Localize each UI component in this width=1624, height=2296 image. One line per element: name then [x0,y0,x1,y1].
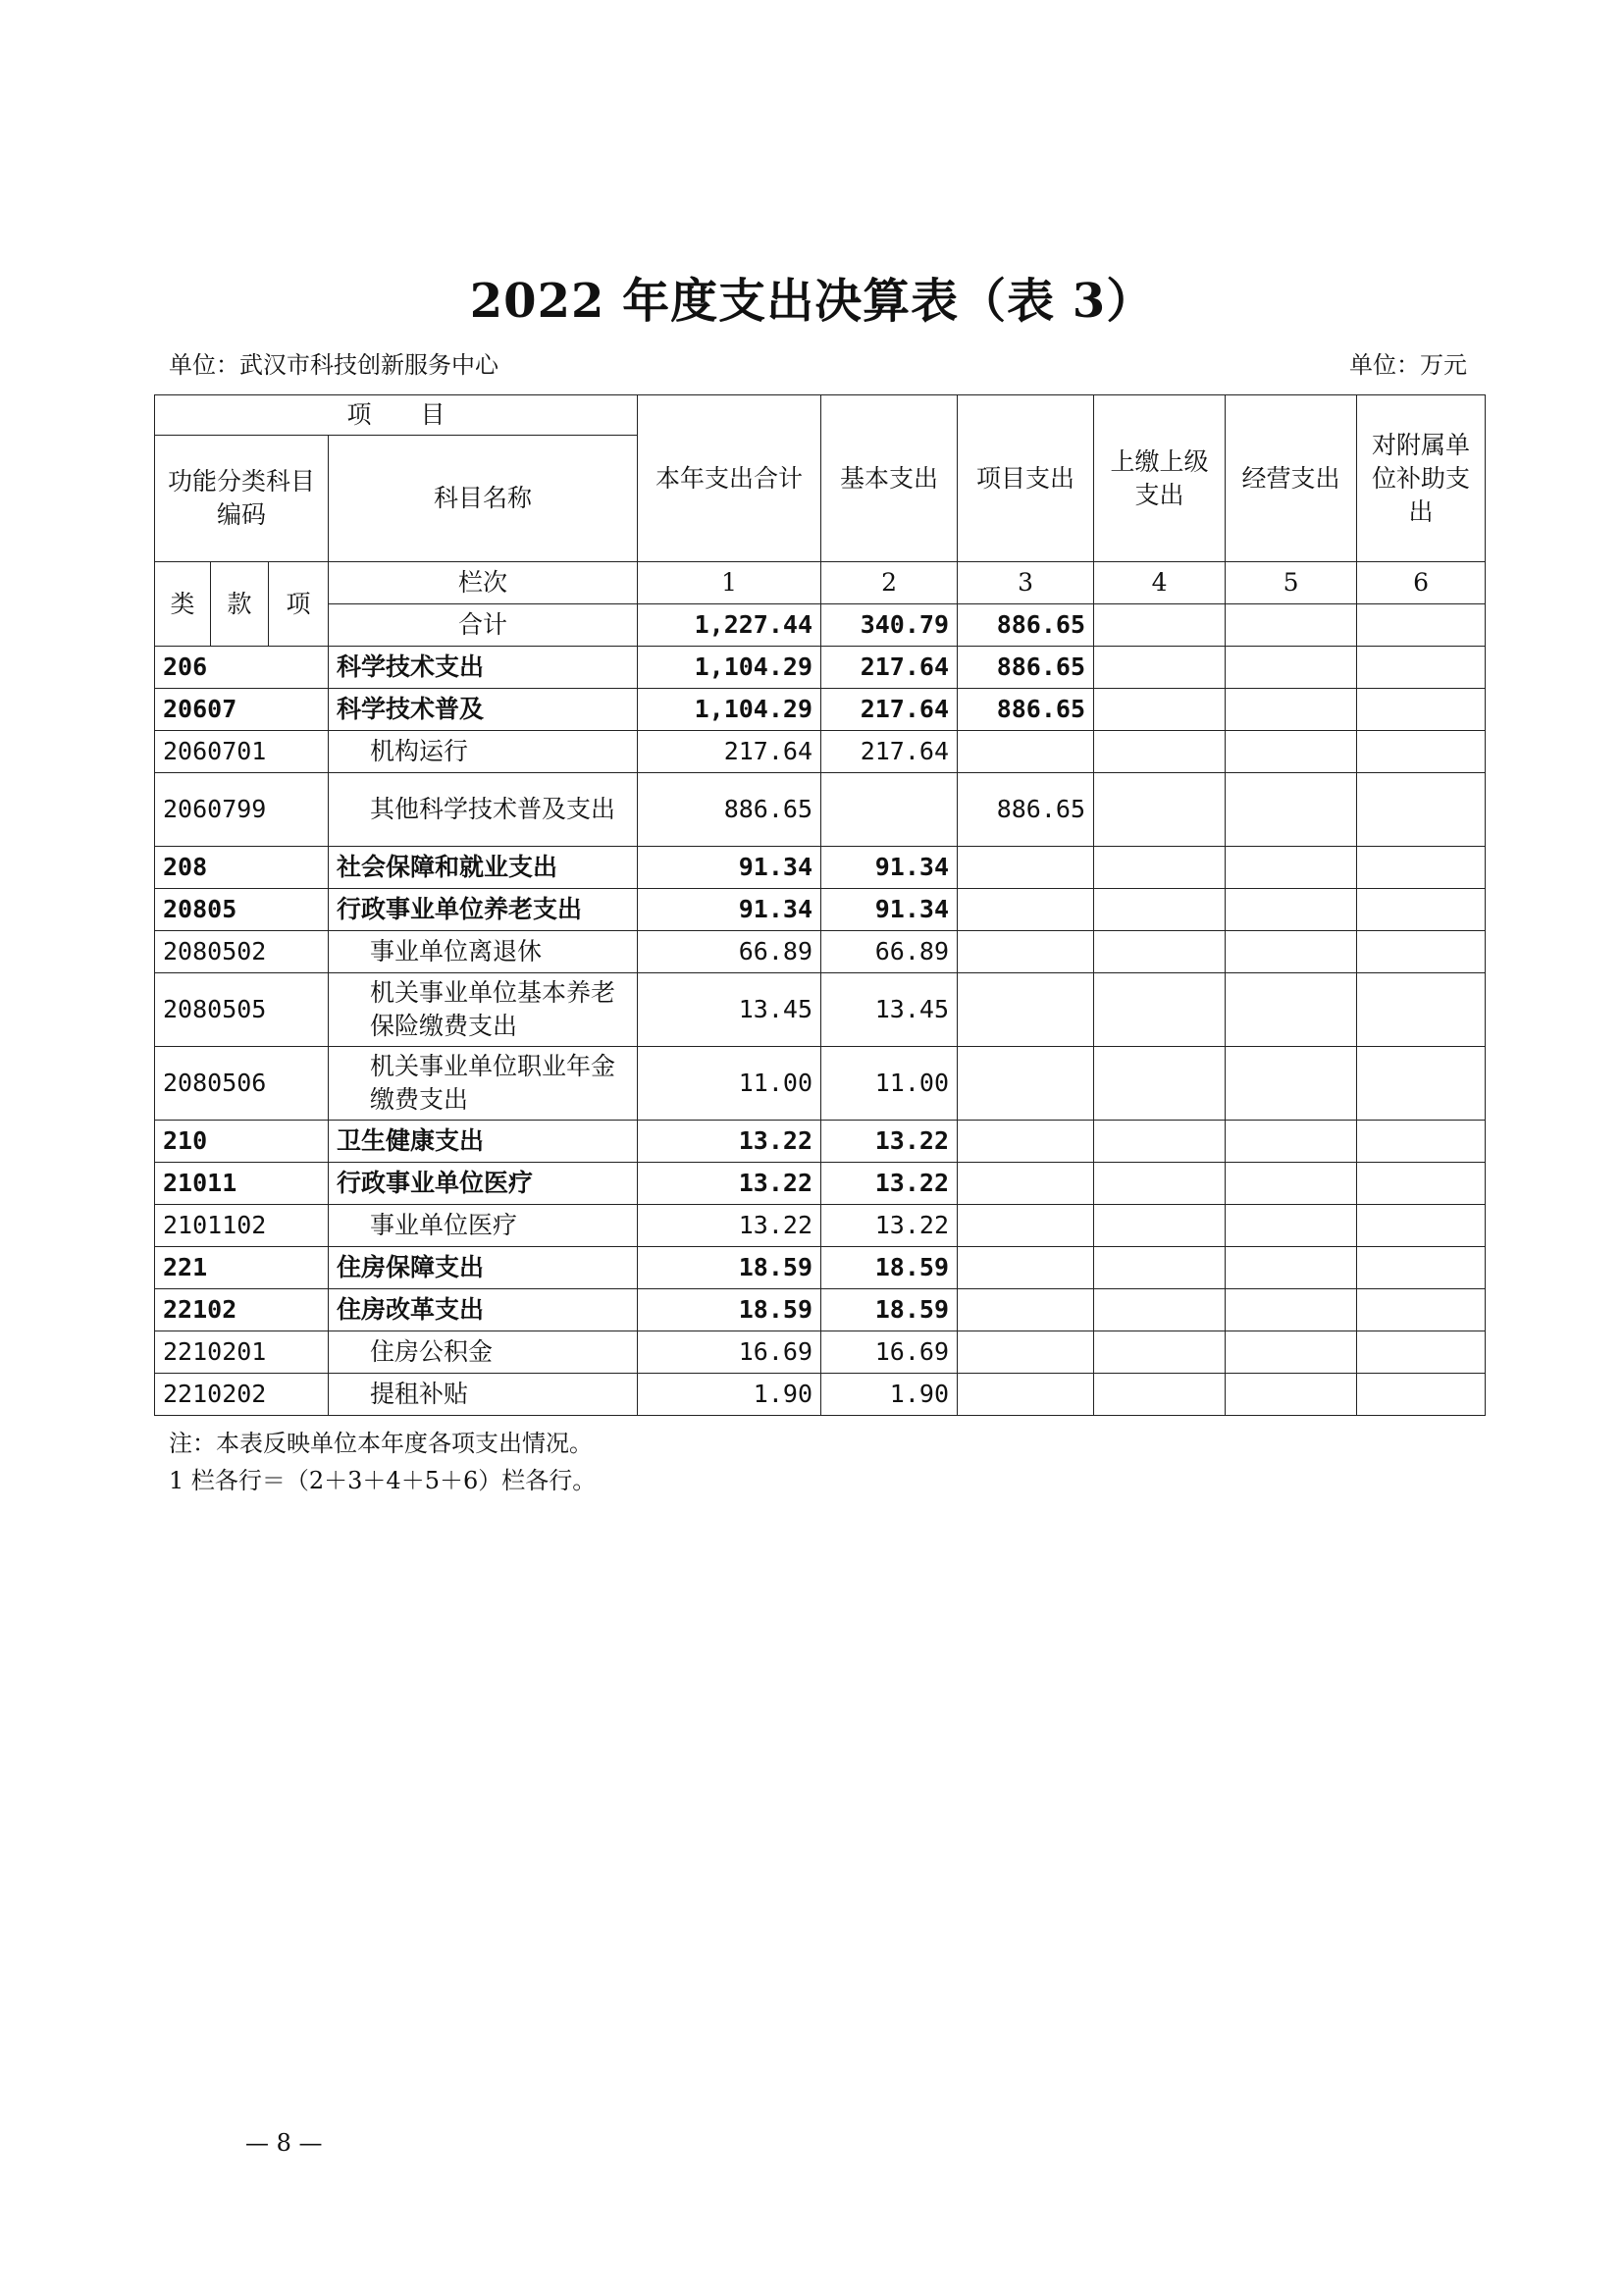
table-row [155,1374,1486,1416]
table-row [155,1047,1486,1121]
table-row [155,1331,1486,1374]
value-col1: 13.22 [638,1205,821,1247]
header-lanci: 栏次 [329,562,638,604]
value-col3 [958,1047,1094,1121]
subject-name: 事业单位医疗 [329,1205,638,1247]
subject-name: 住房公积金 [329,1331,638,1374]
total-col1: 1,227.44 [638,604,821,647]
value-col6 [1357,689,1486,731]
page-number: — 8 — [245,2129,323,2157]
subject-code: 2060799 [155,773,329,847]
value-col5 [1226,847,1357,889]
value-col2: 13.22 [821,1205,958,1247]
header-col1: 本年支出合计 [638,395,821,562]
value-col4 [1094,689,1226,731]
value-col4 [1094,773,1226,847]
subject-name: 住房改革支出 [329,1289,638,1331]
table-row [155,647,1486,689]
subject-name: 住房保障支出 [329,1247,638,1289]
total-row [155,604,1486,647]
subject-name: 社会保障和就业支出 [329,847,638,889]
value-col3 [958,1247,1094,1289]
table-row [155,773,1486,847]
value-col1: 13.22 [638,1163,821,1205]
table-row [155,1289,1486,1331]
header-col5: 经营支出 [1226,395,1357,562]
value-col4 [1094,1121,1226,1163]
value-col3 [958,1163,1094,1205]
total-label: 合计 [329,604,638,647]
subject-code: 21011 [155,1163,329,1205]
value-col1: 1.90 [638,1374,821,1416]
page-title: 2022 年度支出决算表（表 3） [469,274,1155,329]
value-col2: 11.00 [821,1047,958,1121]
header-kuan: 款 [211,562,269,647]
value-col5 [1226,931,1357,973]
value-col1: 11.00 [638,1047,821,1121]
value-col6 [1357,1163,1486,1205]
table-row [155,1247,1486,1289]
col-number-2: 2 [821,562,958,604]
value-col5 [1226,773,1357,847]
value-col4 [1094,1247,1226,1289]
value-col6 [1357,1374,1486,1416]
subject-code: 2080502 [155,931,329,973]
subject-code: 2210202 [155,1374,329,1416]
subject-name: 科学技术支出 [329,647,638,689]
subject-code: 2080505 [155,973,329,1047]
value-col1: 91.34 [638,889,821,931]
header-col6: 对附属单位补助支出 [1357,395,1486,562]
value-col1: 13.22 [638,1121,821,1163]
value-col3: 886.65 [958,773,1094,847]
value-col6 [1357,1205,1486,1247]
total-col2: 340.79 [821,604,958,647]
value-col4 [1094,647,1226,689]
subject-code: 22102 [155,1289,329,1331]
total-col6 [1357,604,1486,647]
value-col4 [1094,931,1226,973]
value-col4 [1094,1205,1226,1247]
value-col4 [1094,847,1226,889]
subject-name: 其他科学技术普及支出 [329,773,638,847]
value-col6 [1357,931,1486,973]
value-col1: 66.89 [638,931,821,973]
value-col6 [1357,1121,1486,1163]
value-col1: 91.34 [638,847,821,889]
value-col3 [958,847,1094,889]
subject-name: 事业单位离退休 [329,931,638,973]
value-col6 [1357,889,1486,931]
value-col6 [1357,731,1486,773]
header-row-1 [155,395,1486,436]
value-col1: 16.69 [638,1331,821,1374]
value-col6 [1357,1247,1486,1289]
header-subject-name: 科目名称 [329,436,638,562]
total-col3: 886.65 [958,604,1094,647]
value-col3 [958,1289,1094,1331]
value-col3 [958,973,1094,1047]
value-col2: 18.59 [821,1289,958,1331]
table-body [155,395,1486,1416]
value-col5 [1226,1121,1357,1163]
subject-name: 行政事业单位养老支出 [329,889,638,931]
value-col6 [1357,647,1486,689]
table-row [155,889,1486,931]
col-number-1: 1 [638,562,821,604]
subject-code: 2060701 [155,731,329,773]
total-col5 [1226,604,1357,647]
value-col5 [1226,731,1357,773]
value-col4 [1094,973,1226,1047]
unit-currency: 单位：万元 [1349,351,1467,379]
value-col1: 1,104.29 [638,647,821,689]
value-col1: 18.59 [638,1247,821,1289]
value-col5 [1226,689,1357,731]
value-col2: 91.34 [821,847,958,889]
value-col6 [1357,1047,1486,1121]
header-col4: 上缴上级支出 [1094,395,1226,562]
header-row-3 [155,562,1486,604]
value-col5 [1226,647,1357,689]
header-col3: 项目支出 [958,395,1094,562]
subject-code: 210 [155,1121,329,1163]
subject-name: 卫生健康支出 [329,1121,638,1163]
value-col4 [1094,1163,1226,1205]
value-col4 [1094,889,1226,931]
value-col2: 13.45 [821,973,958,1047]
value-col2: 217.64 [821,731,958,773]
value-col2 [821,773,958,847]
value-col6 [1357,847,1486,889]
expenditure-table [154,394,1486,1416]
value-col3 [958,889,1094,931]
note-line-2: 1 栏各行＝（2＋3＋4＋5＋6）栏各行。 [169,1467,597,1494]
value-col1: 1,104.29 [638,689,821,731]
value-col5 [1226,1247,1357,1289]
header-col2: 基本支出 [821,395,958,562]
table-row [155,689,1486,731]
value-col5 [1226,1047,1357,1121]
subject-name: 提租补贴 [329,1374,638,1416]
subject-name: 机关事业单位职业年金缴费支出 [329,1047,638,1121]
subject-code: 206 [155,647,329,689]
value-col5 [1226,1205,1357,1247]
value-col2: 18.59 [821,1247,958,1289]
subject-code: 2080506 [155,1047,329,1121]
value-col3 [958,1205,1094,1247]
subject-name: 机关事业单位基本养老保险缴费支出 [329,973,638,1047]
unit-organization: 单位：武汉市科技创新服务中心 [169,351,498,379]
value-col6 [1357,1289,1486,1331]
value-col3 [958,1121,1094,1163]
col-number-3: 3 [958,562,1094,604]
value-col4 [1094,1047,1226,1121]
value-col1: 18.59 [638,1289,821,1331]
subject-code: 221 [155,1247,329,1289]
value-col5 [1226,1331,1357,1374]
value-col5 [1226,973,1357,1047]
value-col1: 886.65 [638,773,821,847]
subject-code: 2210201 [155,1331,329,1374]
header-project: 项 目 [155,395,638,436]
subject-name: 机构运行 [329,731,638,773]
value-col3: 886.65 [958,689,1094,731]
value-col4 [1094,731,1226,773]
table-row [155,1205,1486,1247]
table-row [155,847,1486,889]
value-col3 [958,731,1094,773]
value-col4 [1094,1331,1226,1374]
value-col3: 886.65 [958,647,1094,689]
note-line-1: 注：本表反映单位本年度各项支出情况。 [169,1430,593,1457]
subject-code: 208 [155,847,329,889]
col-number-6: 6 [1357,562,1486,604]
subject-code: 20607 [155,689,329,731]
value-col5 [1226,1289,1357,1331]
table-row [155,1121,1486,1163]
value-col1: 13.45 [638,973,821,1047]
value-col5 [1226,1163,1357,1205]
value-col2: 91.34 [821,889,958,931]
value-col3 [958,1331,1094,1374]
value-col2: 16.69 [821,1331,958,1374]
value-col6 [1357,973,1486,1047]
value-col6 [1357,1331,1486,1374]
table-row [155,973,1486,1047]
table-row [155,1163,1486,1205]
value-col3 [958,931,1094,973]
value-col2: 13.22 [821,1163,958,1205]
value-col2: 217.64 [821,647,958,689]
header-lei: 类 [155,562,211,647]
subject-name: 科学技术普及 [329,689,638,731]
value-col2: 13.22 [821,1121,958,1163]
value-col2: 1.90 [821,1374,958,1416]
value-col4 [1094,1374,1226,1416]
header-func-code: 功能分类科目编码 [155,436,329,562]
col-number-5: 5 [1226,562,1357,604]
col-number-4: 4 [1094,562,1226,604]
value-col6 [1357,773,1486,847]
total-col4 [1094,604,1226,647]
table-row [155,931,1486,973]
value-col5 [1226,889,1357,931]
value-col1: 217.64 [638,731,821,773]
value-col3 [958,1374,1094,1416]
subject-code: 2101102 [155,1205,329,1247]
value-col4 [1094,1289,1226,1331]
table-row [155,731,1486,773]
value-col2: 217.64 [821,689,958,731]
subject-code: 20805 [155,889,329,931]
value-col5 [1226,1374,1357,1416]
subject-name: 行政事业单位医疗 [329,1163,638,1205]
header-xiang: 项 [269,562,329,647]
value-col2: 66.89 [821,931,958,973]
